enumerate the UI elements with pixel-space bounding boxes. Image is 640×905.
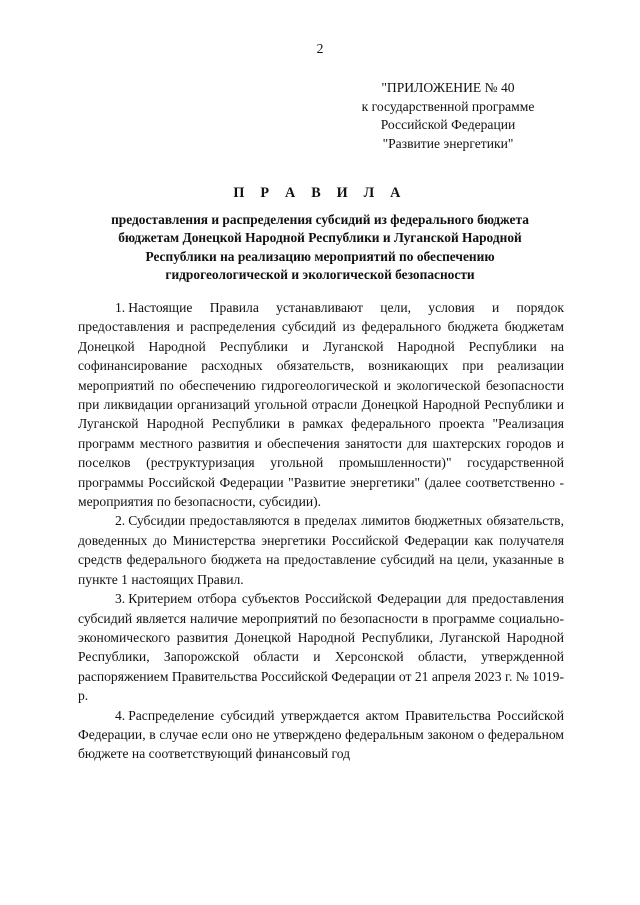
paragraph-3 bbox=[78, 589, 564, 705]
document-subtitle bbox=[78, 211, 562, 285]
paragraph-number: 3. bbox=[115, 591, 126, 607]
paragraph-number: 4. bbox=[115, 707, 126, 723]
page-number: 2 bbox=[316, 41, 324, 56]
paragraph-number: 2. bbox=[115, 513, 126, 529]
appendix-line: Российской Федерации bbox=[380, 117, 516, 133]
subtitle-line: предоставления и распределения субсидий из федерального бюджета bbox=[111, 212, 529, 227]
paragraph-text: Распределение субсидий утверждается актом Правительства Российской Федерации, в случае если оно не утверждено федеральным законом о федеральном бюджете на соответствующий финансовый год bbox=[78, 707, 564, 762]
appendix-line: "ПРИЛОЖЕНИЕ № 40 bbox=[381, 80, 515, 95]
document-title: П Р А В И Л А bbox=[233, 185, 407, 201]
paragraph-text: Критерием отбора субъектов Российской Федерации для предоставления субсидий является наличие мероприятий по безопасности в программе социально-экономического развития Донецкой Народной Республики, Луганской Народной Республики, Запорожской области и Херсонской области, утвержденной распоряжением Правительства Российской Федерации от 21 апреля 2023 г. № 1019-р. bbox=[78, 591, 564, 704]
paragraph-number: 1. bbox=[115, 300, 126, 315]
subtitle-line: бюджетам Донецкой Народной Республики и Луганской Народной bbox=[118, 230, 522, 246]
paragraph-1 bbox=[78, 298, 564, 511]
document-body bbox=[78, 298, 564, 764]
paragraph-text: Настоящие Правила устанавливают цели, условия и порядок предоставления и распределения субсидий из федерального бюджета бюджетам Донецкой Народной Республики и Луганской Народной Республики на софинансирование расходных обязательств, возникающих при реализации мероприятий по обеспечению гидрогеологической и экологической безопасности при ликвидации организаций угольной отрасли Донецкой Народной Республики и Луганской Народной Республики в рамках федерального проекта "Реализация программ местного развития и обеспечения занятости для шахтерских городов и поселков (реструктуризация угольной промышленности)" государственной программы Российской Федерации "Развитие энергетики" (далее соответственно - мероприятия по безопасности, субсидии). bbox=[78, 300, 564, 510]
subtitle-line: Республики на реализацию мероприятий по обеспечению bbox=[145, 248, 495, 264]
appendix-header bbox=[346, 79, 550, 153]
paragraph-4 bbox=[78, 706, 564, 764]
appendix-line: к государственной программе bbox=[361, 98, 535, 114]
paragraph-text: Субсидии предоставляются в пределах лимитов бюджетных обязательств, доведенных до Министерства энергетики Российской Федерации как получателя средств федерального бюджета на предоставление субсидий на цели, указанные в пункте 1 настоящих Правил. bbox=[78, 513, 564, 587]
subtitle-line: гидрогеологической и экологической безопасности bbox=[165, 267, 475, 283]
paragraph-2 bbox=[78, 511, 564, 589]
appendix-line: "Развитие энергетики" bbox=[382, 135, 514, 151]
